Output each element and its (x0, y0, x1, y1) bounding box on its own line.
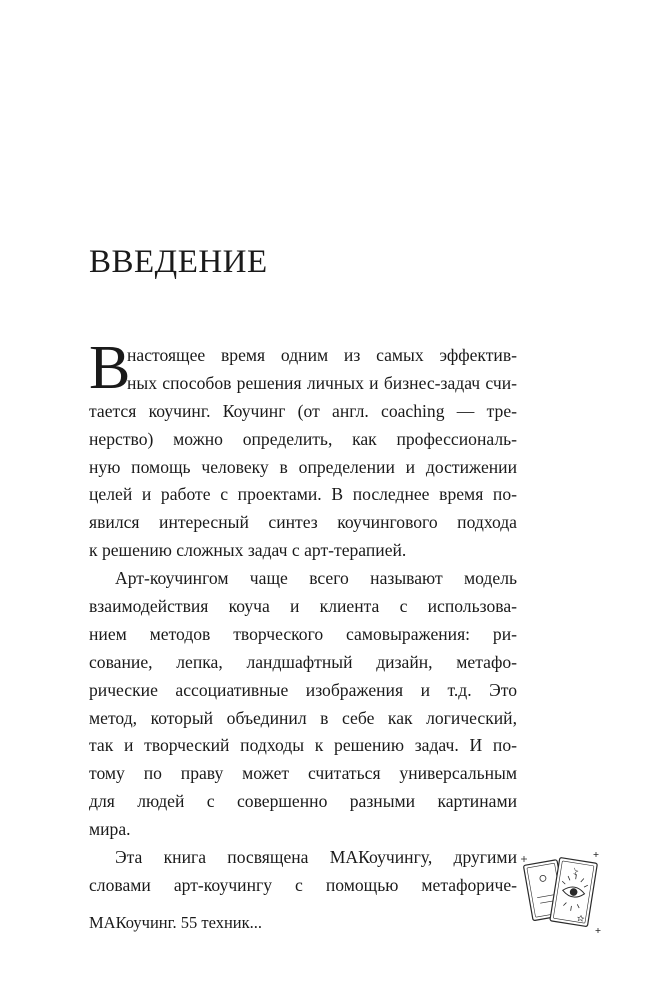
text-line: Арт-коучингом чаще всего называют модель (115, 568, 517, 589)
running-footer: МАКоучинг. 55 техник... (89, 913, 263, 932)
paragraph-3 (89, 844, 517, 900)
paragraph-1 (89, 334, 517, 565)
text-line: нерство) можно определить, как профессиональ- (89, 428, 517, 449)
body-text (89, 334, 517, 900)
text-line: взаимодействия коуча и клиента с использова- (89, 596, 517, 617)
text-line: рические ассоциативные изображения и т.д. Это (89, 679, 517, 700)
text-line: к решению сложных задач с арт-терапией. (89, 540, 407, 561)
text-line: тается коучинг. Коучинг (от англ. coaching — тре- (89, 400, 517, 421)
text-line: ных способов решения личных и бизнес-задач счи- (127, 372, 517, 393)
drop-cap: В (89, 334, 131, 402)
text-line: настоящее время одним из самых эффектив- (127, 345, 517, 365)
text-line: явился интересный синтез коучингового подхода (89, 512, 517, 533)
text-line: для людей с совершенно разными картинами (89, 791, 517, 812)
text-line: словами арт-коучингу с помощью метафориче- (89, 874, 517, 895)
text-line: Эта книга посвящена МАКоучингу, другими (115, 847, 517, 868)
chapter-heading: ВВЕДЕНИЕ (89, 244, 268, 280)
text-line: тому по праву может считаться универсальным (89, 763, 517, 784)
paragraph-2 (89, 565, 517, 844)
text-line: так и творческий подходы к решению задач. И по- (89, 735, 517, 756)
text-line: ную помощь человеку в определении и достижении (89, 456, 517, 477)
text-line: нием методов творческого самовыражения: ри- (89, 623, 517, 644)
tarot-cards-eye-icon (518, 848, 604, 943)
text-line: целей и работе с проектами. В последнее время по- (89, 484, 517, 505)
text-line: метод, который объединил в себе как логический, (89, 707, 517, 728)
text-line: мира. (89, 819, 131, 840)
text-line: сование, лепка, ландшафтный дизайн, метафо- (89, 651, 517, 672)
